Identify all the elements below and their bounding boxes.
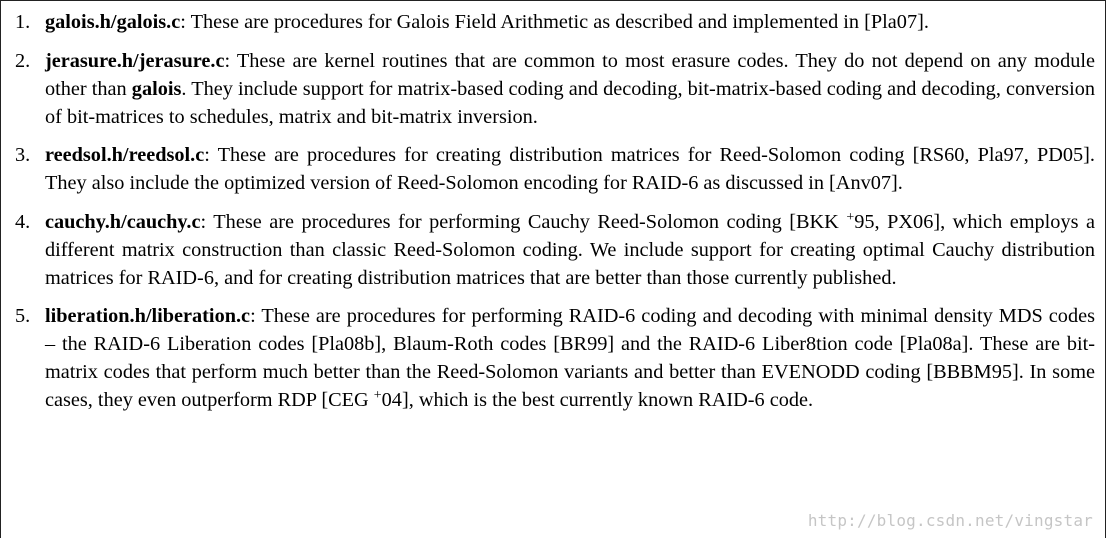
module-ref-galois: galois [131, 77, 182, 100]
item-text: : These are procedures for creating distribution matrices for Reed-Solomon coding [RS60, Pla97, PD05]. They also include the optimized version of Reed-Solomon encoding for RAID-6 as discussed in [Anv07]. [45, 144, 1095, 194]
item-text-continued: . They include support for matrix-based coding and decoding, bit-matrix-based coding and decoding, conversion of bit-matrices to schedules, matrix and bit-matrix inversion. [45, 77, 1095, 128]
list-item-cauchy [15, 208, 1095, 292]
item-number: 1. [15, 11, 31, 33]
item-text: : These are procedures for performing RAID-6 coding and decoding with minimal density MDS codes – the RAID-6 Liberation codes [Pla08b], Blaum-Roth codes [BR99] and the RAID-6 Liber8tion code [Pla08a]. These are bit-matrix codes that perform much better than the Reed-Solomon variants and better than EVENODD coding [BBBM95]. In some cases, they even outperform RDP [CEG [45, 305, 1095, 411]
file-name: galois.h/galois.c [45, 11, 181, 33]
superscript-plus: + [846, 209, 855, 225]
file-name: jerasure.h/jerasure.c [45, 49, 225, 72]
module-list [1, 1, 1105, 414]
list-item-reedsol [15, 141, 1095, 197]
file-name: liberation.h/liberation.c [45, 305, 251, 327]
item-text: : These are procedures for performing Cauchy Reed-Solomon coding [BKK [200, 210, 847, 233]
list-item-galois [15, 8, 1095, 36]
item-text: : These are kernel routines that are common to most erasure codes. They do not depend on any module other than [45, 49, 1095, 100]
item-text: : These are procedures for Galois Field Arithmetic as described and implemented in [Pla07]. [180, 11, 929, 33]
item-text-continued: 04], which is the best currently known RAID-6 code. [381, 389, 814, 411]
superscript-plus: + [373, 388, 382, 403]
item-number: 2. [15, 49, 31, 72]
item-number: 5. [15, 305, 31, 327]
file-name: reedsol.h/reedsol.c [45, 144, 205, 166]
list-item-jerasure [15, 47, 1095, 131]
list-item-liberation [15, 302, 1095, 414]
item-text-continued: 95, PX06], which employs a different matrix construction than classic Reed-Solomon coding. We include support for creating optimal Cauchy distribution matrices for RAID-6, and for creating distribution matrices that are better than those currently published. [45, 210, 1095, 289]
item-number: 4. [15, 210, 31, 233]
item-number: 3. [15, 144, 31, 166]
watermark: http://blog.csdn.net/vingstar [807, 511, 1093, 530]
file-name: cauchy.h/cauchy.c [45, 210, 201, 233]
